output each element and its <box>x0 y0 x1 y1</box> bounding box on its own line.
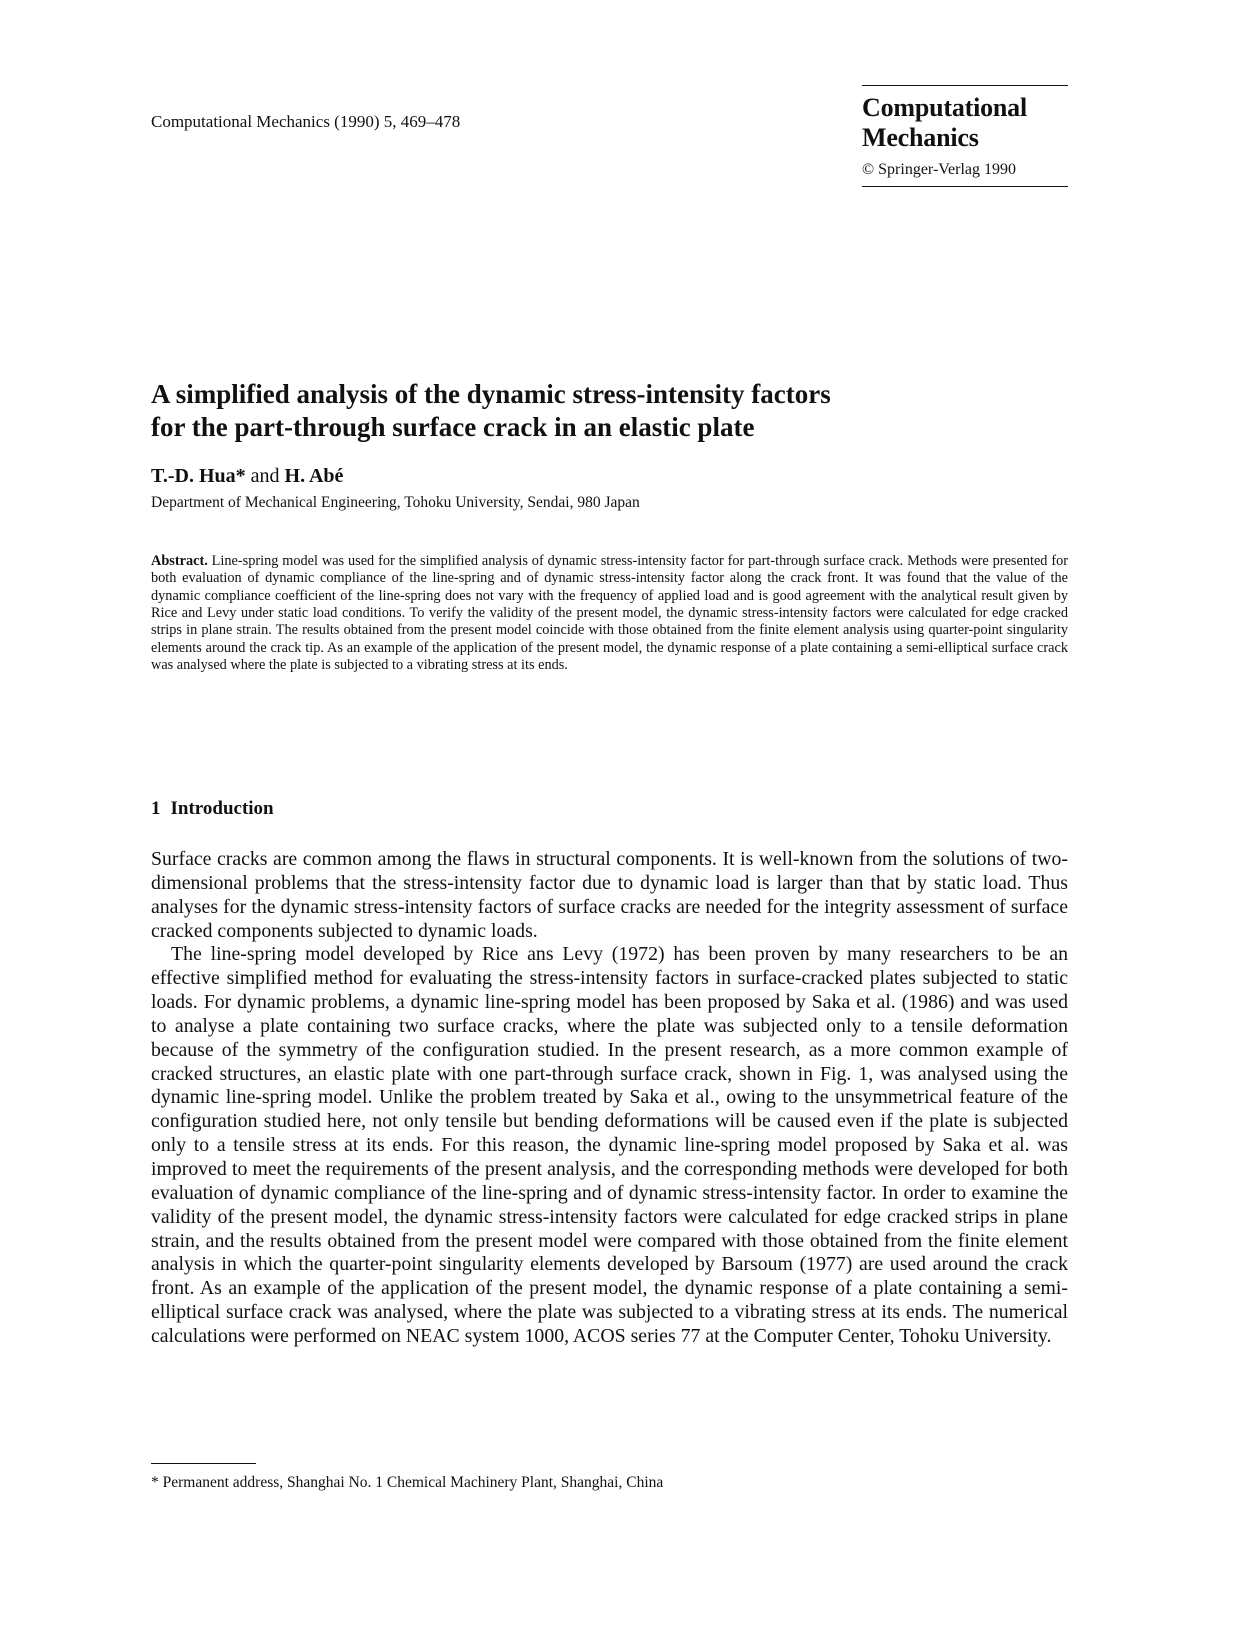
publisher-copyright: © Springer-Verlag 1990 <box>862 161 1017 178</box>
abstract-label: Abstract. <box>151 553 208 569</box>
title-line1: A simplified analysis of the dynamic stress-intensity factors <box>151 379 831 409</box>
footnote-rule <box>151 1463 256 1464</box>
abstract-text: Line-spring model was used for the simplified analysis of dynamic stress-intensity factor for part-through surface crack. Methods were presented for both evaluation of dynamic compliance of the line-spring and of dynamic stress-intensity factor along the crack front. It was found that the value of the dynamic compliance coefficient of the line-spring does not vary with the frequency of applied load and is good agreement with the analytical result given by Rice and Levy under static load conditions. To verify the validity of the present model, the dynamic stress-intensity factors were calculated for edge cracked strips in plane strain. The results obtained from the present model coincide with those obtained from the finite element analysis using quarter-point singularity elements around the crack tip. As an example of the application of the present model, the dynamic response of a plate containing a semi-elliptical surface crack was analysed where the plate is subjected to a vibrating stress at its ends. <box>151 553 1068 674</box>
title-line2: for the part-through surface crack in an elastic plate <box>151 412 755 442</box>
intro-paragraph-2: The line-spring model developed by Rice ans Levy (1972) has been proven by many researchers to be an effective simplified method for evaluating the stress-intensity factors in surface-cracked plates subjected to static loads. For dynamic problems, a dynamic line-spring model has been proposed by Saka et al. (1986) and was used to analyse a plate containing two surface cracks, where the plate was subjected only to a tensile deformation because of the symmetry of the configuration studied. In the present research, as a more common example of cracked structures, an elastic plate with one part-through surface crack, shown in Fig. 1, was analysed using the dynamic line-spring model. Unlike the problem treated by Saka et al., owing to the unsymmetrical feature of the configuration studied here, not only tensile but bending deformations will be caused even if the plate is subjected only to a tensile stress at its ends. For this reason, the dynamic line-spring model proposed by Saka et al. was improved to meet the requirements of the present analysis, and the corresponding methods were developed for both evaluation of dynamic compliance of the line-spring and of dynamic stress-intensity factor. In order to examine the validity of the present model, the dynamic stress-intensity factors were calculated for edge cracked strips in plane strain, and the results obtained from the present model were compared with those obtained from the finite element analysis in which the quarter-point singularity elements developed by Barsoum (1977) are used around the crack front. As an example of the application of the present model, the dynamic response of a plate containing a semi-elliptical surface crack was analysed, where the plate was subjected to a vibrating stress at its ends. The numerical calculations were performed on NEAC system 1000, ACOS series 77 at the Computer Center, Tohoku University. <box>151 943 1068 1347</box>
author-affiliation: Department of Mechanical Engineering, Tohoku University, Sendai, 980 Japan <box>151 494 640 511</box>
journal-name-line2: Mechanics <box>862 123 979 152</box>
footnote-address: * Permanent address, Shanghai No. 1 Chemical Machinery Plant, Shanghai, China <box>151 1474 664 1491</box>
section-number: 1 <box>151 798 161 819</box>
article-title <box>151 378 1051 444</box>
author-abe: H. Abé <box>284 465 344 487</box>
intro-paragraph-1: Surface cracks are common among the flaws in structural components. It is well-known from the solutions of two-dimensional problems that the stress-intensity factor due to dynamic load is larger than that by static load. Thus analyses for the dynamic stress-intensity factors of surface cracks are needed for the integrity assessment of surface cracked components subjected to dynamic loads. <box>151 848 1068 942</box>
author-hua: T.-D. Hua* <box>151 465 246 487</box>
abstract <box>151 553 1068 674</box>
section-heading-introduction <box>151 798 274 820</box>
journal-name-line1: Computational <box>862 93 1027 122</box>
author-list <box>151 465 343 488</box>
masthead-bottom-rule <box>862 186 1068 187</box>
journal-citation: Computational Mechanics (1990) 5, 469–478 <box>151 112 461 131</box>
introduction-body <box>151 848 1068 1349</box>
journal-name <box>862 93 1068 153</box>
section-title: Introduction <box>170 798 274 819</box>
author-conjunction: and <box>250 465 280 487</box>
journal-masthead <box>862 85 1068 187</box>
masthead-top-rule <box>862 85 1068 86</box>
